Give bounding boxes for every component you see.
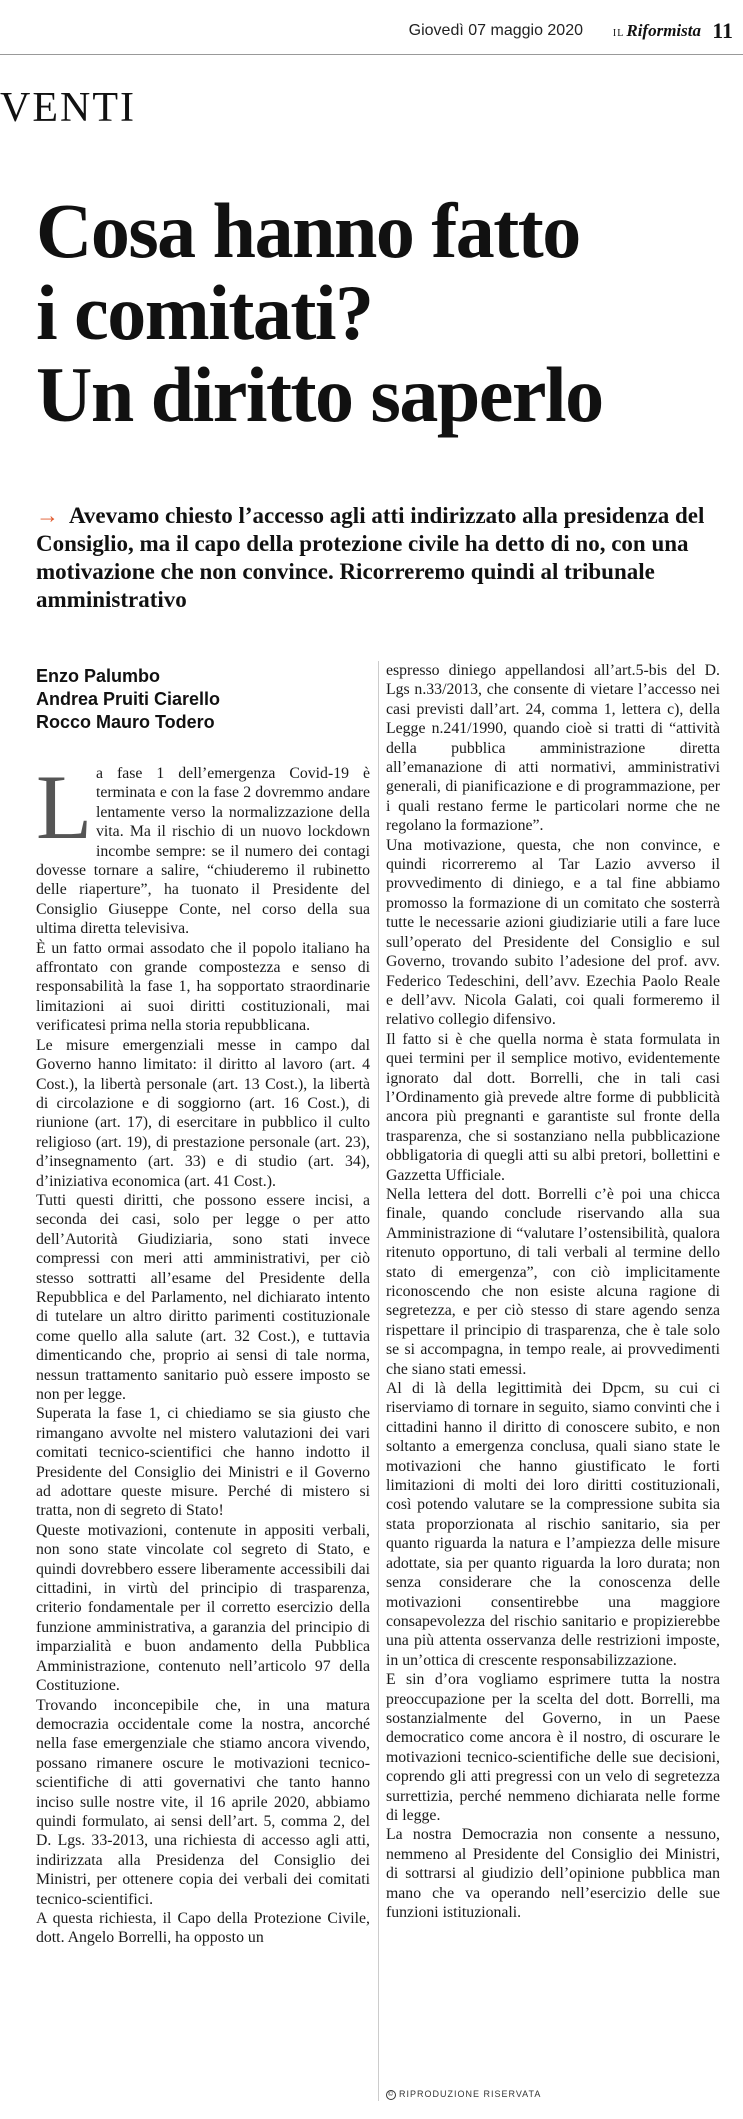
header-divider <box>0 54 743 55</box>
author-name: Andrea Pruiti Ciarello <box>36 689 221 709</box>
article-paragraph: Tutti questi diritti, che possono essere incisi, a seconda dei casi, solo per legge o per atto dell’Autorità Giudiziaria, sono stati invece compressi con meri atti amministrativi, per ciò stesso sottratti all’esame del Presidente della Repubblica e del Parlamento, nel dichiarato intento di tutelare un altro diritto parimenti costituzionale come quello alla salute (art. 32 Cost.), e tuttavia dimenticando che, proprio ai sensi di tale norma, nessun trattamento sanitario può essere imposto se non per legge. <box>36 1191 370 1403</box>
article-column-right <box>386 661 720 1922</box>
drop-cap: L <box>36 756 93 858</box>
article-paragraph: Nella lettera del dott. Borrelli c’è poi una chicca finale, quando conclude riservando alla sua Amministrazione di “valutare l’ostensibilità, qualora ritenuto opportuno, di tali verbali al termine dello stato di emergenza”, con ciò implicitamente riconoscendo che non esiste alcuna ragione di segretezza, e per ciò stesso di stare agendo senza rispettare il principio di trasparenza, che è tale solo se si accompagna, in tempo reale, ai provvedimenti che siano stati emessi. <box>386 1185 720 1378</box>
section-label: VENTI <box>0 85 136 131</box>
article-paragraph: A questa richiesta, il Capo della Protezione Civile, dott. Angelo Borrelli, ha opposto un <box>36 1909 370 1947</box>
article-paragraph: È un fatto ormai assodato che il popolo italiano ha affrontato con grande compostezza e senso di responsabilità la fase 1, ha sopportato straordinarie limitazioni ai suoi diritti costituzionali, mai verificatesi prima nella storia repubblicana. <box>36 939 370 1035</box>
article-paragraph: Le misure emergenziali messe in campo dal Governo hanno limitato: il diritto al lavoro (art. 4 Cost.), la libertà personale (art. 13 Cost.), la libertà di circolazione e di soggiorno (art. 16 Cost.), di riunione (art. 17), di esercitare in pubblico il culto religioso (art. 19), di prestazione personale (art. 23), d’insegnamento (art. 33) e di studio (art. 34), d’iniziativa economica (art. 41 Cost.). <box>36 1036 370 1190</box>
column-divider <box>378 661 379 2101</box>
article-paragraph: Queste motivazioni, contenute in appositi verbali, non sono state vincolate col segreto di Stato, e quindi dovrebbero essere liberamente accessibili dai cittadini, in virtù del principio di trasparenza, criterio fondamentale per il corretto esercizio della funzione amministrativa, a garanzia del principio di imparzialità e buon andamento della Pubblica Amministrazione, contenuto nell’articolo 97 della Costituzione. <box>36 1521 370 1695</box>
headline <box>36 187 726 438</box>
article-paragraph: La nostra Democrazia non consente a nessuno, nemmeno al Presidente del Consiglio dei Ministri, di sottrarsi al giudizio dell’opinione pubblica man mano che va operando nell’esercizio delle sue funzioni istituzionali. <box>386 1826 720 1921</box>
article-paragraph: espresso diniego appellandosi all’art.5-bis del D. Lgs n.33/2013, che consente di vietare l’accesso nei casi previsti dall’art. 24, comma 1, lettera c), della Legge n.241/1990, quando cioè si tratti di “attività della pubblica amministrazione diretta all’emanazione di atti normativi, amministrativi generali, di pianificazione e di programmazione, per i quali restano ferme le particolari norme che ne regolano la formazione”. <box>386 662 720 835</box>
copyright-icon: © <box>387 2090 395 2098</box>
newspaper-logo: IL Riformista <box>612 21 701 40</box>
issue-date: Giovedì 07 maggio 2020 <box>408 22 583 39</box>
article-paragraph: a fase 1 dell’emergenza Covid-19 è terminata e con la fase 2 dovremmo andare lentamente verso la normalizzazione della vita. Ma il rischio di un nuovo lockdown incombe sempre: se il numero dei contagi dovesse tornare a salire, “chiuderemo il rubinetto delle riaperture”, ha tuonato il Presidente del Consiglio Giuseppe Conte, nel corso della sua ultima diretta televisiva. <box>36 765 370 938</box>
article-paragraph: Il fatto si è che quella norma è stata formulata in quei termini per il semplice motivo, evidentemente ignorato dal dott. Borrelli, che in tali casi l’Ordinamento già prevede altre forme di pubblicità ancora più pregnanti e garantiste sul fronte della trasparenza, che si sostanziano nella pubblicazione obbligatoria di quegli atti su albi pretori, bollettini e Gazzetta Ufficiale. <box>386 1030 720 1184</box>
headline-line: Cosa hanno fatto <box>36 187 580 274</box>
author-name: Enzo Palumbo <box>36 666 161 686</box>
arrow-right-icon: → <box>36 503 59 528</box>
headline-line: Un diritto saperlo <box>36 351 603 438</box>
copyright-text: RIPRODUZIONE RISERVATA <box>399 2089 542 2099</box>
headline-line: i comitati? <box>36 269 373 356</box>
subheadline <box>36 502 716 614</box>
page-header <box>0 14 743 44</box>
subheadline-text: Avevamo chiesto l’accesso agli atti indirizzato alla presidenza del Consiglio, ma il capo della protezione civile ha detto di no, con una motivazione che non convince. Ricorreremo quindi al tribunale amministrativo <box>36 503 705 612</box>
article-paragraph: E sin d’ora vogliamo esprimere tutta la nostra preoccupazione per la scelta del dott. Borrelli, ma sostanzialmente del Governo, in un Paese democratico come ancora è il nostro, di oscurare le motivazioni tecnico-scientifiche delle sue decisioni, coprendo gli atti pregressi con un velo di segretezza surrettizia, perché nemmeno dichiarata nelle forme di legge. <box>386 1671 720 1824</box>
author-list <box>36 665 366 734</box>
article-paragraph: Trovando inconcepibile che, in una matura democrazia occidentale come la nostra, ancorché nella fase emergenziale che stiamo ancora vivendo, possano rimanere oscure le motivazioni tecnico-scientifiche di atti governativi che tanto hanno inciso sulle nostre vite, il 16 aprile 2020, abbiamo quindi formulato, ai sensi dell’art. 5, comma 2, del D. Lgs. 33-2013, una richiesta di accesso agli atti, indirizzata alla Presidenza del Consiglio dei Ministri, per ottenere copia dei verbali dei comitati tecnico-scientifici. <box>36 1696 370 1908</box>
page-number: 11 <box>712 18 733 43</box>
article-paragraph: Al di là della legittimità dei Dpcm, su cui ci riserviamo di tornare in seguito, siamo convinti che i cittadini hanno il diritto di conoscere subito, e non soltanto a emergenza conclusa, quali siano state le motivazioni che hanno giustificato le forti limitazioni di molti dei loro diritti costituzionali, così potendo valutare se la compressione subita sia stata proporzionata al rischio sanitario, sia per quanto riguarda la natura e l’ampiezza delle misure adottate, sia per quanto riguarda la loro durata; non senza considerare che la conoscenza delle motivazioni consentirebbe una maggiore consapevolezza del rischio sanitario e propizierebbe una più attenta osservanza delle restrizioni imposte, in un’ottica di crescente responsabilizzazione. <box>386 1380 720 1669</box>
copyright-notice <box>386 2089 541 2100</box>
author-name: Rocco Mauro Todero <box>36 712 215 732</box>
article-paragraph: Una motivazione, questa, che non convince, e quindi ricorreremo al Tar Lazio avverso il provvedimento di diniego, e a tal fine abbiamo promosso la formazione di un comitato che sosterrà tutte le necessarie azioni giudiziarie utili a fare luce sull’operato del Presidente del Consiglio e sul Governo, trovando subito l’adesione del prof. avv. Federico Tedeschini, dell’avv. Ezechia Paolo Reale e dell’avv. Nicola Galati, coi quali formeremo il relativo collegio difensivo. <box>386 836 720 1029</box>
article-paragraph: Superata la fase 1, ci chiediamo se sia giusto che rimangano avvolte nel mistero valutazioni dei vari comitati tecnico-scientifici che hanno indotto il Presidente del Consiglio dei Ministri e il Governo ad adottare queste misure. Perché di mistero si tratta, non di segreto di Stato! <box>36 1405 370 1520</box>
article-column-left <box>36 756 370 1948</box>
